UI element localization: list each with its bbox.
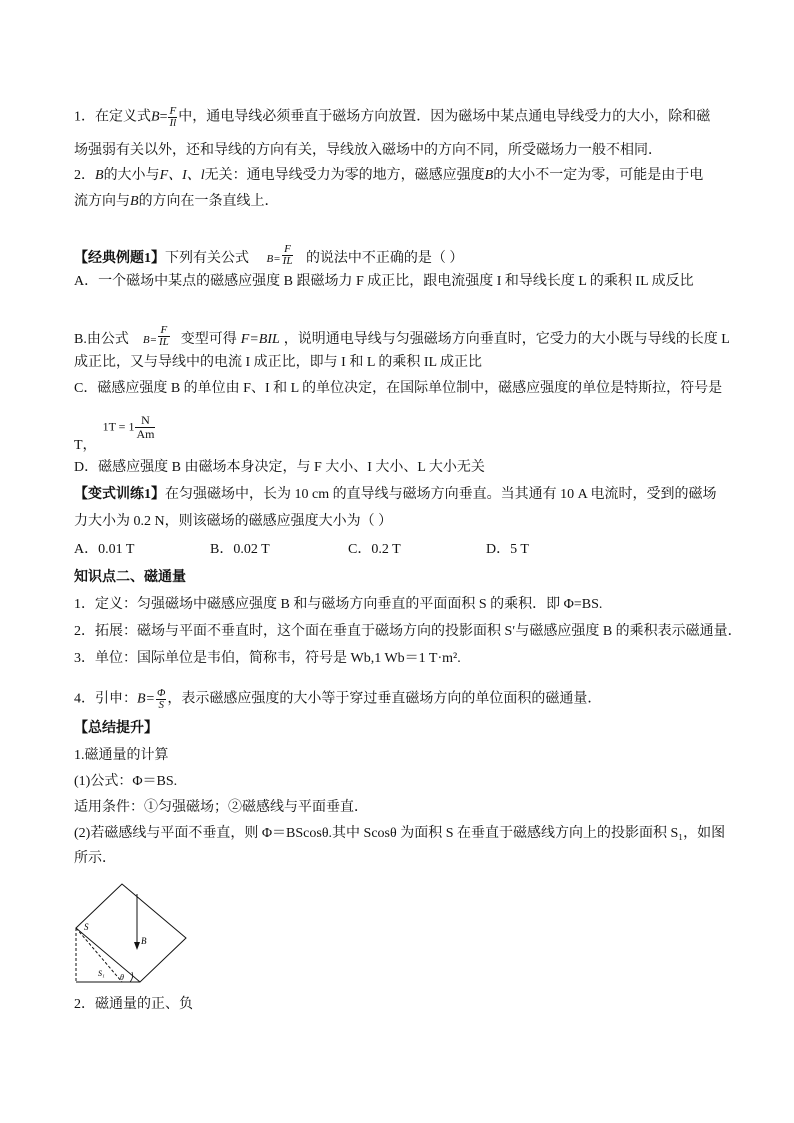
variant-1-stem-1 — [74, 486, 716, 504]
option-c-line-1: C．磁感应强度 B 的单位由 F、I 和 L 的单位决定，在国际单位制中，磁感应强度的单位是特斯拉，符号是 — [74, 381, 723, 396]
formula-lhs: B= — [137, 691, 155, 707]
unit-fraction — [135, 414, 155, 441]
section-line-1: 1．定义：匀强磁场中磁感应强度 B 和与磁场方向垂直的平面面积 S 的乘积．即 Φ=BS. — [74, 597, 603, 612]
text: T， — [74, 437, 97, 453]
formula: F=BIL — [240, 332, 280, 347]
summary-line-5: 所示． — [74, 851, 116, 866]
variant-1-stem-2: 力大小为 0.2 N，则该磁场的磁感应强度大小为（ ） — [74, 514, 393, 529]
label-theta: θ — [120, 973, 124, 982]
fraction-denominator: Il — [169, 117, 177, 129]
section-line-2: 2．拓展：磁场与平面不垂直时，这个面在垂直于磁场方向的投影面积 S′与磁感应强度 B 的乘积表示磁通量． — [74, 624, 742, 639]
symbol-b: B — [484, 168, 494, 183]
section-title: 知识点二、磁通量 — [74, 570, 186, 585]
formula-fraction — [156, 688, 166, 711]
fraction-denominator: IL — [282, 255, 293, 267]
fraction-numerator: N — [135, 414, 155, 428]
variant-option-c: C．0.2 T — [348, 542, 401, 557]
summary-line-3: 适用条件：①匀强磁场；②磁感线与平面垂直． — [74, 800, 368, 815]
option-a: A．一个磁场中某点的磁感应强度 B 跟磁场力 F 成正比，跟电流强度 I 和导线长度 L 的乘积 IL 成反比 — [74, 274, 694, 289]
summary-line-6: 2．磁通量的正、负 — [74, 997, 193, 1012]
point-1-text-b: 中，通电导线必须垂直于磁场方向放置．因为磁场中某点通电导线受力的大小，除和磁 — [178, 109, 711, 125]
symbols: F、I、l — [159, 168, 205, 183]
example-1-stem — [74, 244, 463, 268]
fraction-numerator: F — [282, 244, 294, 256]
fraction-denominator: S — [158, 699, 164, 711]
option-c-line-2 — [74, 413, 156, 453]
formula-fraction — [282, 244, 294, 267]
option-b-line-1 — [74, 325, 730, 349]
formula-fraction — [168, 106, 177, 129]
formula-lhs: B= — [142, 334, 157, 346]
summary-line-2: (1)公式：Φ＝BS. — [74, 774, 178, 789]
text: 下列有关公式 — [165, 251, 249, 266]
text: 4．引申： — [74, 691, 137, 707]
summary-tag: 【总结提升】 — [74, 721, 158, 736]
point-2-line-1 — [74, 167, 703, 185]
text: 的方向在一条直线上． — [138, 194, 279, 209]
text: 的说法中不正确的是（ ） — [305, 251, 464, 266]
symbol-b: B — [130, 194, 139, 209]
summary-line-4: (2)若磁感线与平面不垂直，则 Φ＝BScosθ.其中 Scosθ 为面积 S 在垂直于磁感线方向上的投影面积 S₁，如图 — [74, 826, 726, 841]
text: 在匀强磁场中，长为 10 cm 的直导线与磁场方向垂直。当其通有 10 A 电流时，受到的磁场 — [165, 487, 717, 502]
text: 流方向与 — [74, 194, 130, 209]
section-line-3: 3．单位：国际单位是韦伯，简称韦，符号是 Wb,1 Wb＝1 T·m². — [74, 651, 461, 666]
fraction-numerator: F — [169, 105, 177, 117]
point-1-line-1: 1．在定义式B= $\frac{F}{Il}$ 中，通电导线必须垂直于磁场方向放置．因为磁场中某点通电导线受力的大小，除和磁 — [74, 105, 711, 129]
label-s: S — [84, 922, 89, 932]
formula-lhs: B= — [266, 253, 281, 265]
flux-projection-figure — [70, 880, 210, 990]
label-s1: S₁ — [98, 969, 105, 978]
summary-line-1: 1.磁通量的计算 — [74, 748, 169, 763]
option-d: D．磁感应强度 B 由磁场本身决定，与 F 大小、I 大小、L 大小无关 — [74, 460, 485, 475]
fraction-denominator: IL — [159, 336, 169, 348]
variant-option-a: A．0.01 T — [74, 542, 135, 557]
variant-option-d: D．5 T — [486, 542, 529, 557]
text: 变型可得 — [180, 332, 237, 347]
variant-tag: 【变式训练1】 — [74, 487, 165, 502]
option-b-line-2: 成正比，又与导线中的电流 I 成正比，即与 I 和 L 的乘积 IL 成正比 — [74, 355, 483, 370]
text: 的大小不一定为零，可能是由于电 — [493, 168, 704, 183]
fraction-numerator: Φ — [157, 687, 166, 699]
point-1-line-2: 场强弱有关以外，还和导线的方向有关，导线放入磁场中的方向不同，所受磁场力一般不相同． — [74, 143, 662, 158]
unit-formula-lhs: 1T = 1 — [102, 419, 135, 434]
text: B.由公式 — [74, 332, 129, 347]
label-b: B — [141, 936, 147, 946]
variant-option-b: B．0.02 T — [210, 542, 270, 557]
section-line-4 — [74, 688, 601, 711]
point-2-number: 2． — [74, 168, 95, 183]
text: ，说明通电导线与匀强磁场方向垂直时，它受力的大小既与导线的长度 L — [283, 332, 730, 347]
fraction-denominator: Am — [136, 427, 155, 441]
point-1-number: 1． — [74, 109, 95, 125]
text: 的大小与 — [103, 168, 160, 183]
point-2-line-2 — [74, 193, 279, 211]
example-tag: 【经典例题1】 — [74, 251, 165, 266]
symbol-b: B — [95, 168, 104, 183]
arrow-head-icon — [134, 942, 140, 950]
formula-lhs: B — [151, 109, 160, 125]
fraction-numerator: F — [158, 325, 170, 337]
formula-fraction — [158, 325, 170, 348]
point-1-text-a: 在定义式 — [95, 109, 151, 125]
text: ，表示磁感应强度的大小等于穿过垂直磁场方向的单位面积的磁通量． — [167, 691, 602, 707]
text: 无关：通电导线受力为零的地方，磁感应强度 — [204, 168, 485, 183]
tilted-plane — [76, 884, 186, 982]
